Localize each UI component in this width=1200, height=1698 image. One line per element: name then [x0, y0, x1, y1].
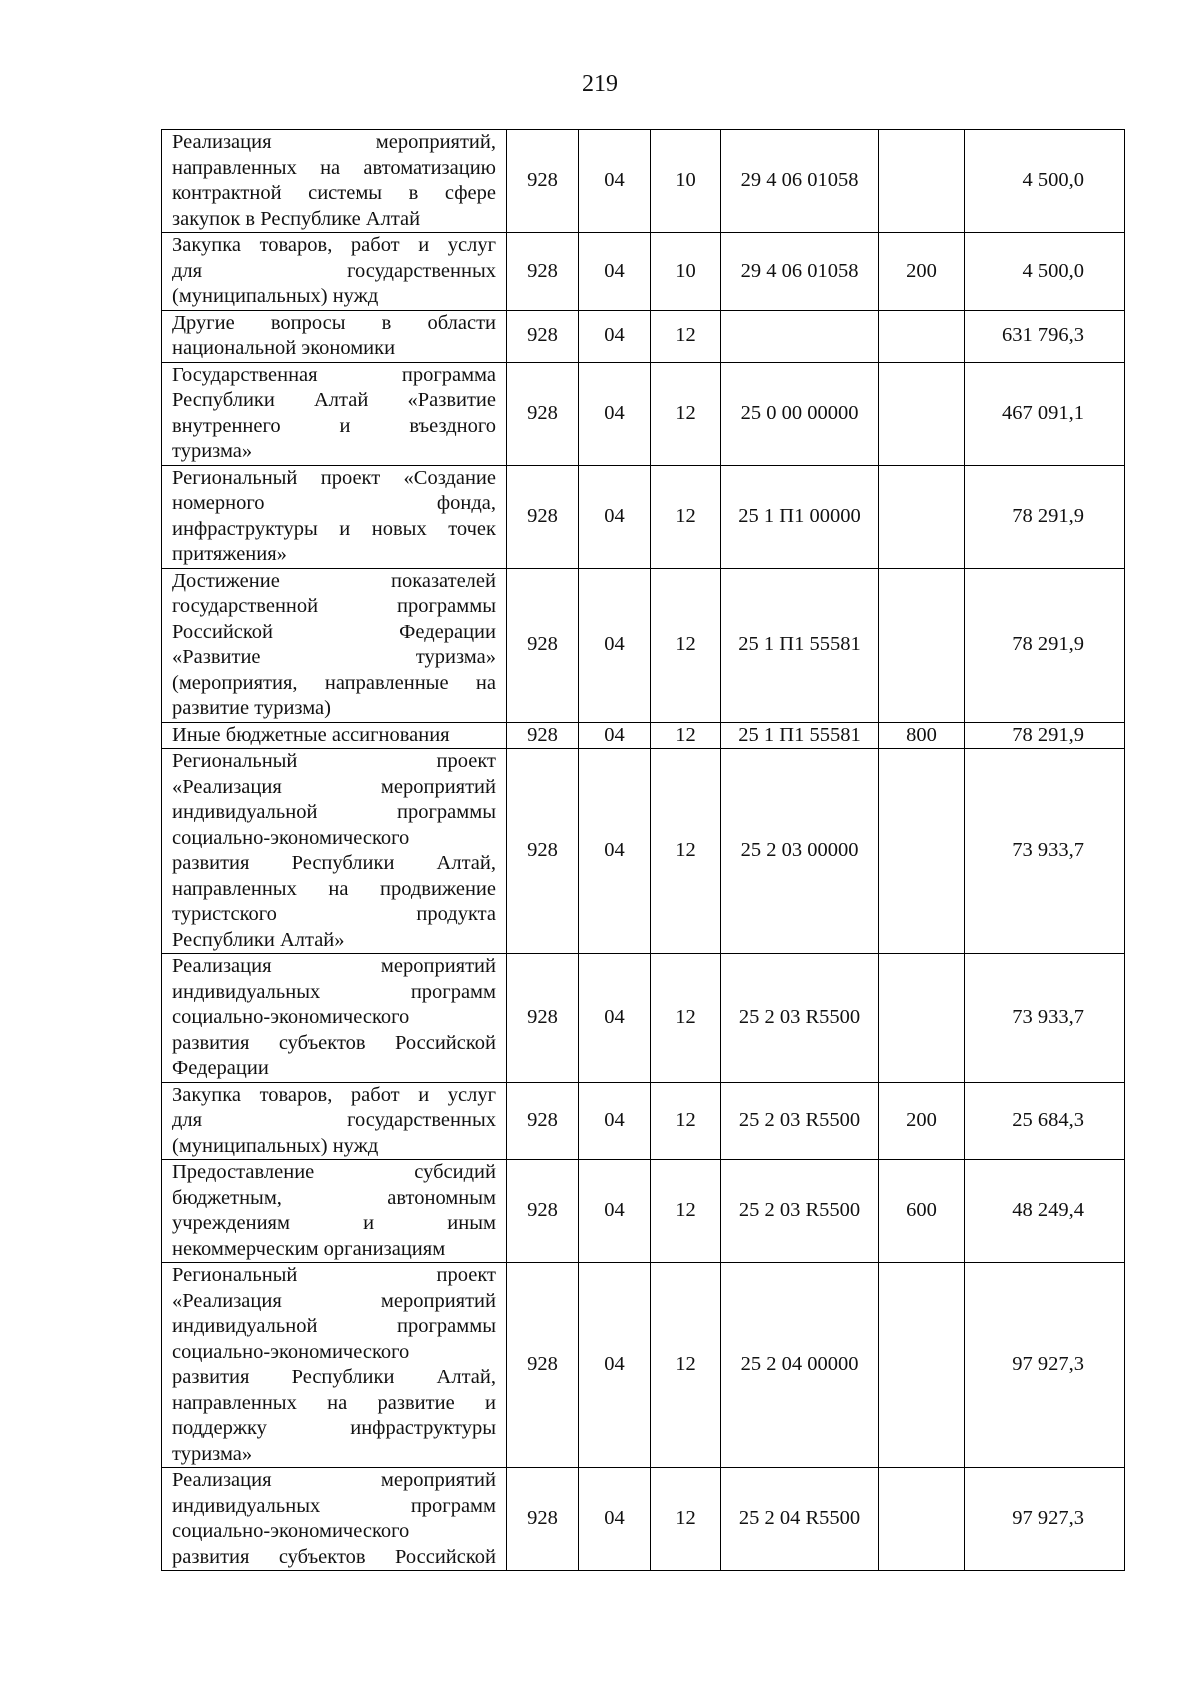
target-article-code: 25 2 03 R5500 — [721, 954, 879, 1083]
description-last-line: закупок в Республике Алтай — [172, 207, 421, 230]
expense-type-code: 800 — [879, 722, 965, 749]
amount: 467 091,1 — [965, 362, 1125, 465]
section-code: 04 — [579, 1468, 651, 1571]
row-description — [162, 954, 507, 1083]
table-row — [162, 310, 1125, 362]
row-description — [162, 1263, 507, 1468]
grbs-code: 928 — [507, 568, 579, 722]
subsection-code: 12 — [651, 568, 721, 722]
subsection-code: 12 — [651, 954, 721, 1083]
table-row — [162, 1160, 1125, 1263]
row-description — [162, 362, 507, 465]
table-row — [162, 233, 1125, 311]
grbs-code: 928 — [507, 1082, 579, 1160]
subsection-code: 12 — [651, 1468, 721, 1571]
description-line: Закупка товаров, работ и услуг — [172, 1083, 496, 1106]
section-code: 04 — [579, 954, 651, 1083]
expense-type-code — [879, 568, 965, 722]
target-article-code: 25 2 03 R5500 — [721, 1160, 879, 1263]
description-line: социально-экономического — [172, 826, 410, 849]
expense-type-code: 200 — [879, 1082, 965, 1160]
amount: 73 933,7 — [965, 749, 1125, 954]
grbs-code: 928 — [507, 362, 579, 465]
description-line: «Реализация мероприятий — [172, 775, 496, 798]
description-line: индивидуальных программ — [172, 1494, 496, 1517]
subsection-code: 12 — [651, 1160, 721, 1263]
table-row — [162, 568, 1125, 722]
subsection-code: 12 — [651, 465, 721, 568]
description-last-line: национальной экономики — [172, 337, 396, 359]
table-row — [162, 1468, 1125, 1571]
amount: 78 291,9 — [965, 568, 1125, 722]
section-code: 04 — [579, 310, 651, 362]
table-row — [162, 1082, 1125, 1160]
grbs-code: 928 — [507, 749, 579, 954]
description-line: внутреннего и въездного — [172, 414, 496, 437]
section-code: 04 — [579, 233, 651, 311]
description-line: направленных на продвижение — [172, 877, 496, 900]
description-line: Реализация мероприятий — [172, 955, 496, 977]
table-row — [162, 130, 1125, 233]
section-code: 04 — [579, 1082, 651, 1160]
description-line: номерного фонда, — [172, 492, 496, 514]
subsection-code: 12 — [651, 1082, 721, 1160]
description-last-line: развитие туризма) — [172, 697, 331, 719]
target-article-code: 25 1 П1 00000 — [721, 465, 879, 568]
description-line: учреждениям и иным — [172, 1212, 496, 1234]
amount: 78 291,9 — [965, 722, 1125, 749]
description-line: туристского продукта — [172, 903, 496, 925]
amount: 78 291,9 — [965, 465, 1125, 568]
description-line: Региональный проект — [172, 1264, 496, 1286]
row-description — [162, 568, 507, 722]
table-row — [162, 954, 1125, 1083]
row-description — [162, 310, 507, 362]
expense-type-code: 200 — [879, 233, 965, 311]
amount: 97 927,3 — [965, 1263, 1125, 1468]
description-line: индивидуальной программы — [172, 1315, 496, 1337]
description-line: «Развитие туризма» — [172, 646, 496, 668]
description-line: Достижение показателей — [172, 569, 496, 592]
description-last-line: Федерации — [172, 1057, 269, 1079]
description-last-line: притяжения» — [172, 543, 287, 565]
subsection-code: 12 — [651, 1263, 721, 1468]
description-line: бюджетным, автономным — [172, 1186, 496, 1209]
description-line: индивидуальных программ — [172, 980, 496, 1003]
expense-type-code — [879, 749, 965, 954]
grbs-code: 928 — [507, 233, 579, 311]
description-line: (мероприятия, направленные на — [172, 671, 496, 694]
description-line: индивидуальной программы — [172, 801, 496, 823]
budget-table — [161, 129, 1125, 1571]
description-last-line: Республики Алтай» — [172, 928, 345, 951]
row-description — [162, 722, 507, 749]
description-line: Российской Федерации — [172, 620, 496, 643]
description-line: Закупка товаров, работ и услуг — [172, 234, 496, 256]
description-line: социально-экономического — [172, 1006, 410, 1028]
row-description — [162, 1468, 507, 1571]
description-line: развития Республики Алтай, — [172, 852, 496, 874]
target-article-code: 25 2 04 R5500 — [721, 1468, 879, 1571]
page-number: 219 — [582, 71, 618, 97]
subsection-code: 12 — [651, 310, 721, 362]
row-description — [162, 1160, 507, 1263]
row-description — [162, 1082, 507, 1160]
target-article-code — [721, 310, 879, 362]
grbs-code: 928 — [507, 1263, 579, 1468]
section-code: 04 — [579, 130, 651, 233]
budget-table-body — [162, 130, 1125, 1571]
subsection-code: 12 — [651, 362, 721, 465]
target-article-code: 25 0 00 00000 — [721, 362, 879, 465]
grbs-code: 928 — [507, 465, 579, 568]
description-last-line: (муниципальных) нужд — [172, 285, 379, 307]
table-row — [162, 749, 1125, 954]
grbs-code: 928 — [507, 954, 579, 1083]
amount: 631 796,3 — [965, 310, 1125, 362]
amount: 73 933,7 — [965, 954, 1125, 1083]
target-article-code: 25 2 04 00000 — [721, 1263, 879, 1468]
description-line: Государственная программа — [172, 363, 496, 386]
row-description — [162, 130, 507, 233]
target-article-code: 25 2 03 R5500 — [721, 1082, 879, 1160]
target-article-code: 29 4 06 01058 — [721, 130, 879, 233]
description-line: Реализация мероприятий — [172, 1469, 496, 1491]
subsection-code: 12 — [651, 722, 721, 749]
grbs-code: 928 — [507, 130, 579, 233]
description-line: государственной программы — [172, 595, 496, 617]
table-row — [162, 722, 1125, 749]
row-description — [162, 465, 507, 568]
description-line: развития субъектов Российской — [172, 1545, 496, 1568]
expense-type-code — [879, 362, 965, 465]
amount: 4 500,0 — [965, 130, 1125, 233]
expense-type-code — [879, 1263, 965, 1468]
grbs-code: 928 — [507, 310, 579, 362]
grbs-code: 928 — [507, 1160, 579, 1263]
description-line: Республики Алтай «Развитие — [172, 389, 496, 411]
description-last-line: туризма» — [172, 440, 253, 462]
subsection-code: 12 — [651, 749, 721, 954]
table-row — [162, 1263, 1125, 1468]
description-line: направленных на развитие и — [172, 1391, 496, 1414]
section-code: 04 — [579, 465, 651, 568]
description-line: поддержку инфраструктуры — [172, 1417, 496, 1439]
section-code: 04 — [579, 1263, 651, 1468]
description-last-line: некоммерческим организациям — [172, 1237, 446, 1260]
description-line: для государственных — [172, 1109, 496, 1131]
description-line: Предоставление субсидий — [172, 1161, 496, 1183]
amount: 25 684,3 — [965, 1082, 1125, 1160]
description-last-line: Иные бюджетные ассигнования — [172, 723, 450, 746]
description-line: для государственных — [172, 259, 496, 282]
section-code: 04 — [579, 568, 651, 722]
description-last-line: туризма» — [172, 1442, 253, 1465]
section-code: 04 — [579, 1160, 651, 1263]
expense-type-code — [879, 1468, 965, 1571]
amount: 48 249,4 — [965, 1160, 1125, 1263]
description-line: социально-экономического — [172, 1340, 410, 1363]
expense-type-code: 600 — [879, 1160, 965, 1263]
description-line: Другие вопросы в области — [172, 311, 496, 334]
grbs-code: 928 — [507, 722, 579, 749]
description-line: социально-экономического — [172, 1520, 410, 1542]
expense-type-code — [879, 130, 965, 233]
target-article-code: 25 2 03 00000 — [721, 749, 879, 954]
description-line: инфраструктуры и новых точек — [172, 517, 496, 540]
expense-type-code — [879, 954, 965, 1083]
section-code: 04 — [579, 362, 651, 465]
target-article-code: 29 4 06 01058 — [721, 233, 879, 311]
description-line: контрактной системы в сфере — [172, 182, 496, 204]
subsection-code: 10 — [651, 233, 721, 311]
target-article-code: 25 1 П1 55581 — [721, 722, 879, 749]
grbs-code: 928 — [507, 1468, 579, 1571]
expense-type-code — [879, 310, 965, 362]
row-description — [162, 233, 507, 311]
section-code: 04 — [579, 722, 651, 749]
description-last-line: (муниципальных) нужд — [172, 1134, 379, 1157]
description-line: развития субъектов Российской — [172, 1031, 496, 1054]
description-line: Региональный проект «Создание — [172, 466, 496, 489]
description-line: направленных на автоматизацию — [172, 156, 496, 179]
subsection-code: 10 — [651, 130, 721, 233]
table-row — [162, 362, 1125, 465]
description-line: Региональный проект — [172, 750, 496, 772]
table-row — [162, 465, 1125, 568]
description-line: «Реализация мероприятий — [172, 1289, 496, 1312]
target-article-code: 25 1 П1 55581 — [721, 568, 879, 722]
expense-type-code — [879, 465, 965, 568]
amount: 4 500,0 — [965, 233, 1125, 311]
section-code: 04 — [579, 749, 651, 954]
description-line: развития Республики Алтай, — [172, 1366, 496, 1388]
description-line: Реализация мероприятий, — [172, 131, 496, 153]
row-description — [162, 749, 507, 954]
amount: 97 927,3 — [965, 1468, 1125, 1571]
